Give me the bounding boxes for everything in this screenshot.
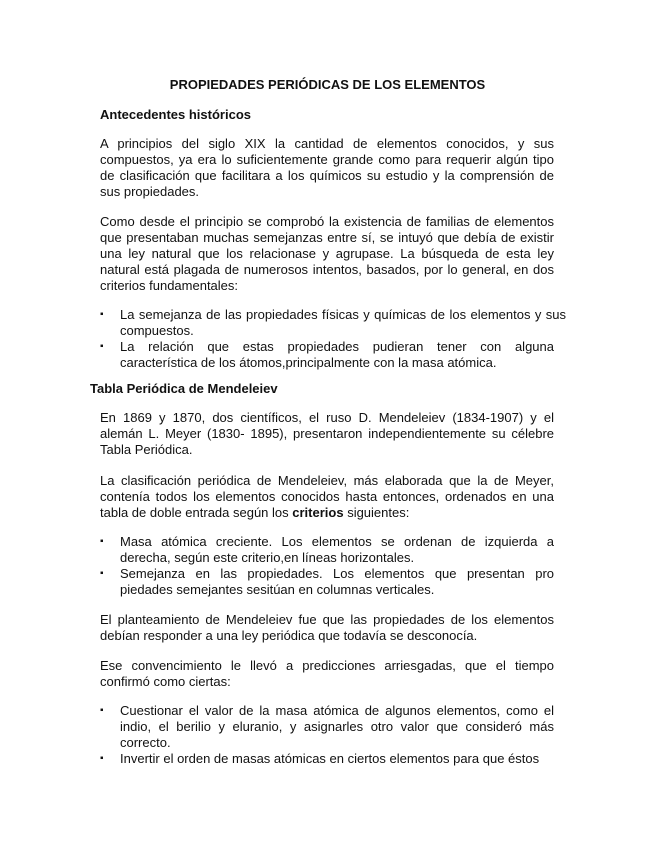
- list-item-text: Semejanza en las propiedades. Los elementos que presentan pro piedades semejantes sesitúan en columnas verticales.: [120, 566, 554, 597]
- list-item-text: La relación que estas propiedades pudieran tener con alguna característica de los átomos,principalmente con la masa atómica.: [120, 339, 554, 370]
- bullet-list: [100, 534, 554, 598]
- list-item-text: Invertir el orden de masas atómicas en ciertos elementos para que éstos: [120, 751, 540, 766]
- list-item: [100, 703, 554, 751]
- bold-keyword: criterios: [292, 505, 344, 520]
- section-heading-mendeleiev: Tabla Periódica de Mendeleiev: [90, 381, 278, 396]
- bullet-list: [100, 703, 554, 767]
- paragraph: Como desde el principio se comprobó la existencia de familias de elementos que presentaban muchas semejanzas entre sí, se intuyó que debía de existir una ley natural que los relacionase y agrupase. La búsqueda de esta ley natural está plagada de numerosos intentos, basados, por lo general, en dos criterios fundamentales:: [100, 214, 554, 293]
- section-heading-antecedentes: Antecedentes históricos: [100, 107, 251, 122]
- list-item: [100, 307, 566, 339]
- bullet-icon: ▪: [100, 341, 104, 352]
- bullet-icon: ▪: [100, 753, 104, 764]
- paragraph: En 1869 y 1870, dos científicos, el ruso D. Mendeleiev (1834-1907) y el alemán L. Meyer (1830- 1895), presentaron independientemente su célebre Tabla Periódica.: [100, 410, 554, 457]
- page-title: PROPIEDADES PERIÓDICAS DE LOS ELEMENTOS: [169, 77, 486, 92]
- bullet-icon: ▪: [100, 536, 104, 547]
- list-item-text: La semejanza de las propiedades físicas y químicas de los elementos y sus compuestos.: [120, 307, 566, 338]
- bullet-icon: ▪: [100, 309, 104, 320]
- bullet-icon: ▪: [100, 705, 104, 716]
- paragraph: A principios del siglo XIX la cantidad de elementos conocidos, y sus compuestos, ya era lo suficientemente grande como para requerir algún tipo de clasificación que facilitara a los químicos su estudio y la comprensión de sus propiedades.: [100, 136, 554, 199]
- paragraph-text: La clasificación periódica de Mendeleiev, más elaborada que la de Meyer, contenía todos los elementos conocidos hasta entonces, ordenados en una tabla de doble entrada según los: [100, 473, 554, 520]
- list-item-text: Cuestionar el valor de la masa atómica de algunos elementos, como el indio, el berilio y eluranio, y asignarles otro valor que consideró más correcto.: [120, 703, 554, 750]
- paragraph: [100, 473, 554, 521]
- list-item: [100, 751, 554, 767]
- list-item: [100, 534, 554, 566]
- list-item: [100, 339, 554, 371]
- paragraph: Ese convencimiento le llevó a predicciones arriesgadas, que el tiempo confirmó como ciertas:: [100, 658, 554, 689]
- bullet-icon: ▪: [100, 568, 104, 579]
- bullet-list: [100, 307, 566, 371]
- paragraph: El planteamiento de Mendeleiev fue que las propiedades de los elementos debían responder a una ley periódica que todavía se desconocía.: [100, 612, 554, 643]
- list-item-text: Masa atómica creciente. Los elementos se ordenan de izquierda a derecha, según este criterio,en líneas horizontales.: [120, 534, 554, 565]
- list-item: [100, 566, 554, 598]
- paragraph-text: siguientes:: [343, 505, 410, 520]
